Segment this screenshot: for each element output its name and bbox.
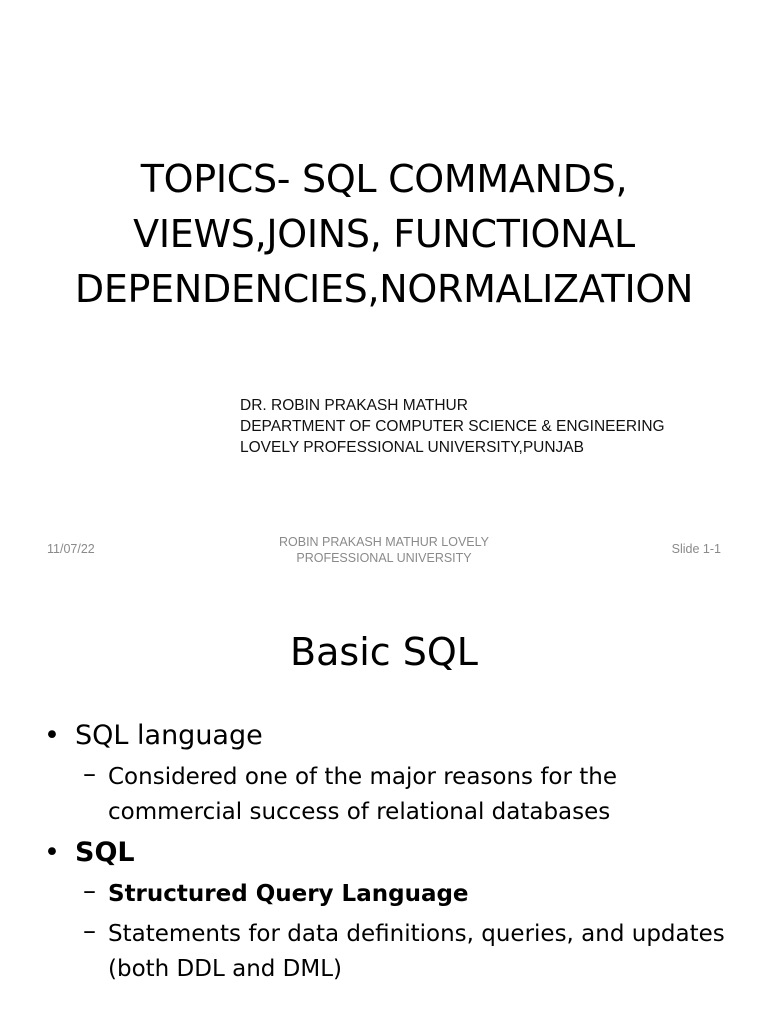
slide-1-subtitle <box>240 395 740 458</box>
sub-bullet-text: Considered one of the major reasons for the commercial success of relational databases <box>108 764 618 825</box>
title-line-2: VIEWS,JOINS, FUNCTIONAL <box>133 212 635 256</box>
university: LOVELY PROFESSIONAL UNIVERSITY,PUNJAB <box>240 439 584 456</box>
bullet-list <box>44 718 744 992</box>
title-line-1: TOPICS- SQL COMMANDS, <box>140 157 628 201</box>
bullet-text: SQL language <box>75 720 263 751</box>
slide-2 <box>0 576 768 1024</box>
department: DEPARTMENT OF COMPUTER SCIENCE & ENGINEERING <box>240 418 665 435</box>
dash-icon: – <box>83 876 96 906</box>
footer-author <box>262 534 506 566</box>
slide-footer <box>0 532 768 566</box>
bullet-item <box>44 718 744 754</box>
sub-bullet-item <box>83 760 744 830</box>
footer-author-line-1: ROBIN PRAKASH MATHUR LOVELY <box>279 535 489 549</box>
title-line-3: DEPENDENCIES,NORMALIZATION <box>74 267 694 311</box>
author-name: DR. ROBIN PRAKASH MATHUR <box>240 397 468 414</box>
dash-icon: – <box>83 759 96 789</box>
sub-bullet-item <box>83 877 744 912</box>
bullet-item <box>44 835 744 871</box>
sub-bullet-text: Structured Query Language <box>108 881 469 907</box>
footer-slide-number: Slide 1-1 <box>671 542 721 556</box>
bullet-text: SQL <box>75 837 135 868</box>
footer-author-line-2: PROFESSIONAL UNIVERSITY <box>296 551 472 565</box>
sub-bullet-text: Statements for data definitions, queries, and updates (both DDL and DML) <box>108 921 725 982</box>
bullet-dot-icon: • <box>44 837 60 868</box>
sub-bullet-item <box>83 917 744 987</box>
footer-date: 11/07/22 <box>47 542 95 556</box>
slide-1-title <box>20 152 748 317</box>
slide-2-title: Basic SQL <box>290 630 478 674</box>
dash-icon: – <box>83 916 96 946</box>
bullet-dot-icon: • <box>44 720 60 751</box>
